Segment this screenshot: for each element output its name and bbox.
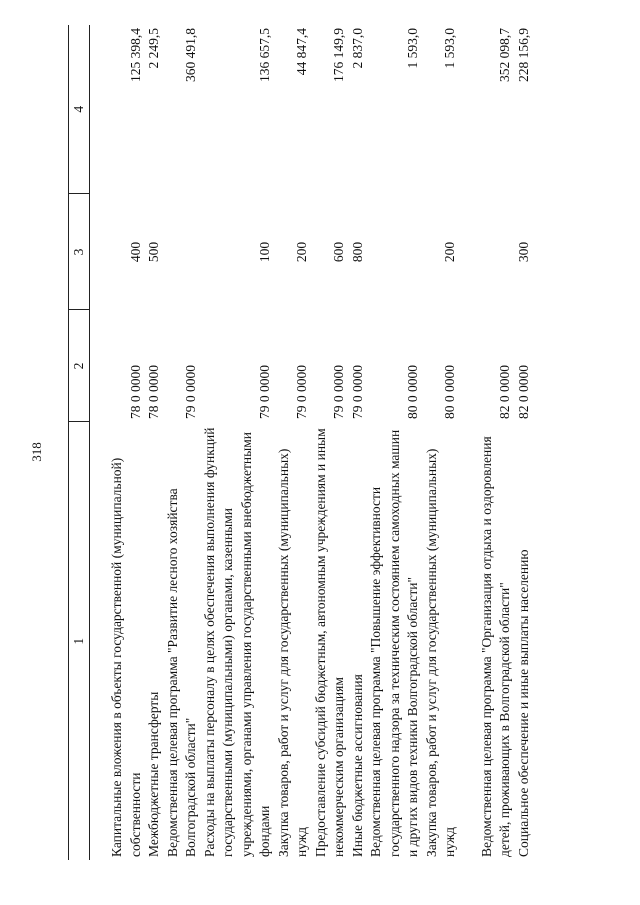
- cell-code: 78 0 0000: [127, 365, 143, 419]
- table-row: [515, 25, 534, 860]
- cell-amount: 136 657,5: [257, 28, 272, 82]
- cell-name: Ведомственная целевая программа "Повышение эффективности государственного надзора за техническим состоянием самоходных машин и других видов техники Волгоградской области": [368, 429, 420, 857]
- cell-type: [164, 194, 201, 310]
- cell-code: 80 0 0000: [442, 365, 457, 419]
- table-row: [164, 25, 201, 860]
- cell-code: 79 0 0000: [331, 365, 346, 419]
- cell-name: Расходы на выплаты персоналу в целях обеспечения выполнения функций государственными (муниципальными) органами, казенными учреждениями, органами управления государственными внебюджетными фондами: [201, 427, 272, 857]
- cell-name: Предоставление субсидий бюджетным, автономным учреждениям и иным некоммерческим организациям: [312, 428, 346, 857]
- cell-code: 79 0 0000: [349, 365, 365, 419]
- cell-name: Капитальные вложения в объекты государственной (муниципальной) собственности: [109, 457, 143, 857]
- cell-amount: 1 593,0: [405, 28, 420, 69]
- cell-code: 79 0 0000: [257, 365, 272, 419]
- cell-type: 500: [146, 241, 161, 263]
- cell-amount: 2 249,5: [146, 28, 161, 69]
- cell-name: Ведомственная целевая программа "Организация отдыха и оздоровления детей, проживающих в Волгоградской области": [478, 436, 512, 857]
- cell-code: 82 0 0000: [497, 365, 512, 419]
- cell-name: Иные бюджетные ассигнования: [349, 674, 365, 857]
- cell-amount: 2 837,0: [349, 28, 365, 69]
- cell-amount: 360 491,8: [183, 28, 198, 82]
- cell-code: 82 0 0000: [515, 365, 531, 419]
- table-row: [201, 25, 275, 860]
- cell-name: Закупка товаров, работ и услуг для государственных (муниципальных) нужд: [275, 448, 309, 857]
- cell-name: Ведомственная целевая программа "Развитие лесного хозяйства Волгоградской области": [164, 488, 198, 857]
- cell-amount: 352 098,7: [497, 28, 512, 82]
- column-header-amount: 4: [69, 25, 90, 194]
- cell-code: 80 0 0000: [405, 365, 420, 419]
- budget-table: [68, 25, 533, 860]
- cell-type: 300: [515, 241, 531, 263]
- cell-type: 800: [349, 241, 365, 263]
- cell-amount: 176 149,9: [331, 28, 346, 82]
- column-header-name: 1: [69, 422, 90, 860]
- table-row: [275, 25, 312, 860]
- cell-amount: 125 398,4: [127, 28, 143, 82]
- cell-type: [478, 194, 515, 310]
- cell-type: 400: [127, 241, 143, 263]
- table-row: [423, 25, 460, 860]
- spacer-row: [460, 25, 478, 860]
- page-number: 318: [29, 442, 44, 462]
- cell-type: 100: [257, 241, 272, 263]
- cell-amount: 228 156,9: [515, 28, 531, 82]
- table-row: [145, 25, 164, 860]
- table-row: [478, 25, 515, 860]
- cell-name: Социальное обеспечение и иные выплаты населению: [515, 549, 531, 857]
- table-row: [349, 25, 368, 860]
- cell-code: 79 0 0000: [294, 365, 309, 419]
- table-row: [108, 25, 145, 860]
- table-row: [367, 25, 423, 860]
- cell-name: Межбюджетные трансферты: [146, 691, 161, 857]
- table-row: [312, 25, 349, 860]
- table-body: [90, 25, 534, 860]
- spacer-row: [90, 25, 109, 860]
- cell-amount: 1 593,0: [442, 28, 457, 69]
- cell-code: 79 0 0000: [183, 365, 198, 419]
- cell-type: 200: [442, 241, 457, 263]
- cell-type: 600: [331, 241, 346, 263]
- cell-code: 78 0 0000: [146, 365, 161, 419]
- cell-type: 200: [294, 241, 309, 263]
- cell-amount: 44 847,4: [294, 28, 309, 76]
- column-header-type: 3: [69, 194, 90, 310]
- cell-type: [367, 194, 423, 310]
- cell-name: Закупка товаров, работ и услуг для государственных (муниципальных) нужд: [423, 448, 457, 857]
- table-header-row: [69, 25, 90, 860]
- column-header-code: 2: [69, 310, 90, 422]
